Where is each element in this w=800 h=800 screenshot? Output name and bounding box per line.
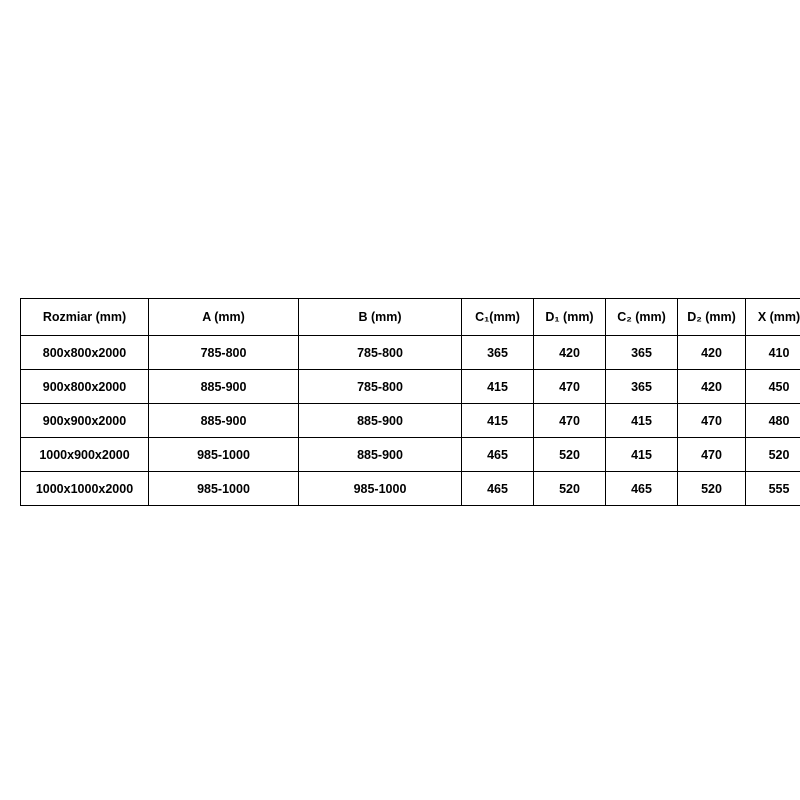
column-header-size: Rozmiar (mm) (21, 299, 149, 336)
cell-b: 885-900 (299, 404, 462, 438)
column-header-b: B (mm) (299, 299, 462, 336)
cell-c1: 465 (462, 438, 534, 472)
cell-c1: 465 (462, 472, 534, 506)
cell-a: 985-1000 (149, 472, 299, 506)
cell-d1: 470 (534, 370, 606, 404)
cell-size: 900x800x2000 (21, 370, 149, 404)
cell-c2: 465 (606, 472, 678, 506)
cell-d2: 420 (678, 336, 746, 370)
column-header-d1: D₁ (mm) (534, 299, 606, 336)
column-header-c1: C₁(mm) (462, 299, 534, 336)
cell-a: 785-800 (149, 336, 299, 370)
cell-a: 885-900 (149, 370, 299, 404)
table-row (21, 336, 800, 370)
cell-d1: 420 (534, 336, 606, 370)
cell-b: 785-800 (299, 370, 462, 404)
spec-table-container (20, 298, 800, 506)
column-header-d2: D₂ (mm) (678, 299, 746, 336)
cell-d2: 470 (678, 438, 746, 472)
cell-c2: 365 (606, 370, 678, 404)
cell-c2: 415 (606, 404, 678, 438)
cell-d2: 520 (678, 472, 746, 506)
column-header-a: A (mm) (149, 299, 299, 336)
cell-d2: 470 (678, 404, 746, 438)
cell-a: 885-900 (149, 404, 299, 438)
table-row (21, 404, 800, 438)
cell-d2: 420 (678, 370, 746, 404)
column-header-c2: C₂ (mm) (606, 299, 678, 336)
cell-size: 900x900x2000 (21, 404, 149, 438)
column-header-x: X (mm) (746, 299, 800, 336)
cell-x: 480 (746, 404, 800, 438)
cell-d1: 520 (534, 472, 606, 506)
table-row (21, 438, 800, 472)
table-header-row (21, 299, 800, 336)
cell-d1: 520 (534, 438, 606, 472)
cell-x: 410 (746, 336, 800, 370)
cell-c1: 415 (462, 404, 534, 438)
cell-x: 450 (746, 370, 800, 404)
cell-x: 555 (746, 472, 800, 506)
cell-x: 520 (746, 438, 800, 472)
dimensions-table (20, 298, 800, 506)
cell-b: 885-900 (299, 438, 462, 472)
cell-c2: 415 (606, 438, 678, 472)
cell-c1: 415 (462, 370, 534, 404)
table-row (21, 472, 800, 506)
table-row (21, 370, 800, 404)
cell-d1: 470 (534, 404, 606, 438)
cell-c2: 365 (606, 336, 678, 370)
cell-a: 985-1000 (149, 438, 299, 472)
cell-size: 800x800x2000 (21, 336, 149, 370)
cell-size: 1000x900x2000 (21, 438, 149, 472)
cell-b: 785-800 (299, 336, 462, 370)
cell-c1: 365 (462, 336, 534, 370)
cell-b: 985-1000 (299, 472, 462, 506)
cell-size: 1000x1000x2000 (21, 472, 149, 506)
